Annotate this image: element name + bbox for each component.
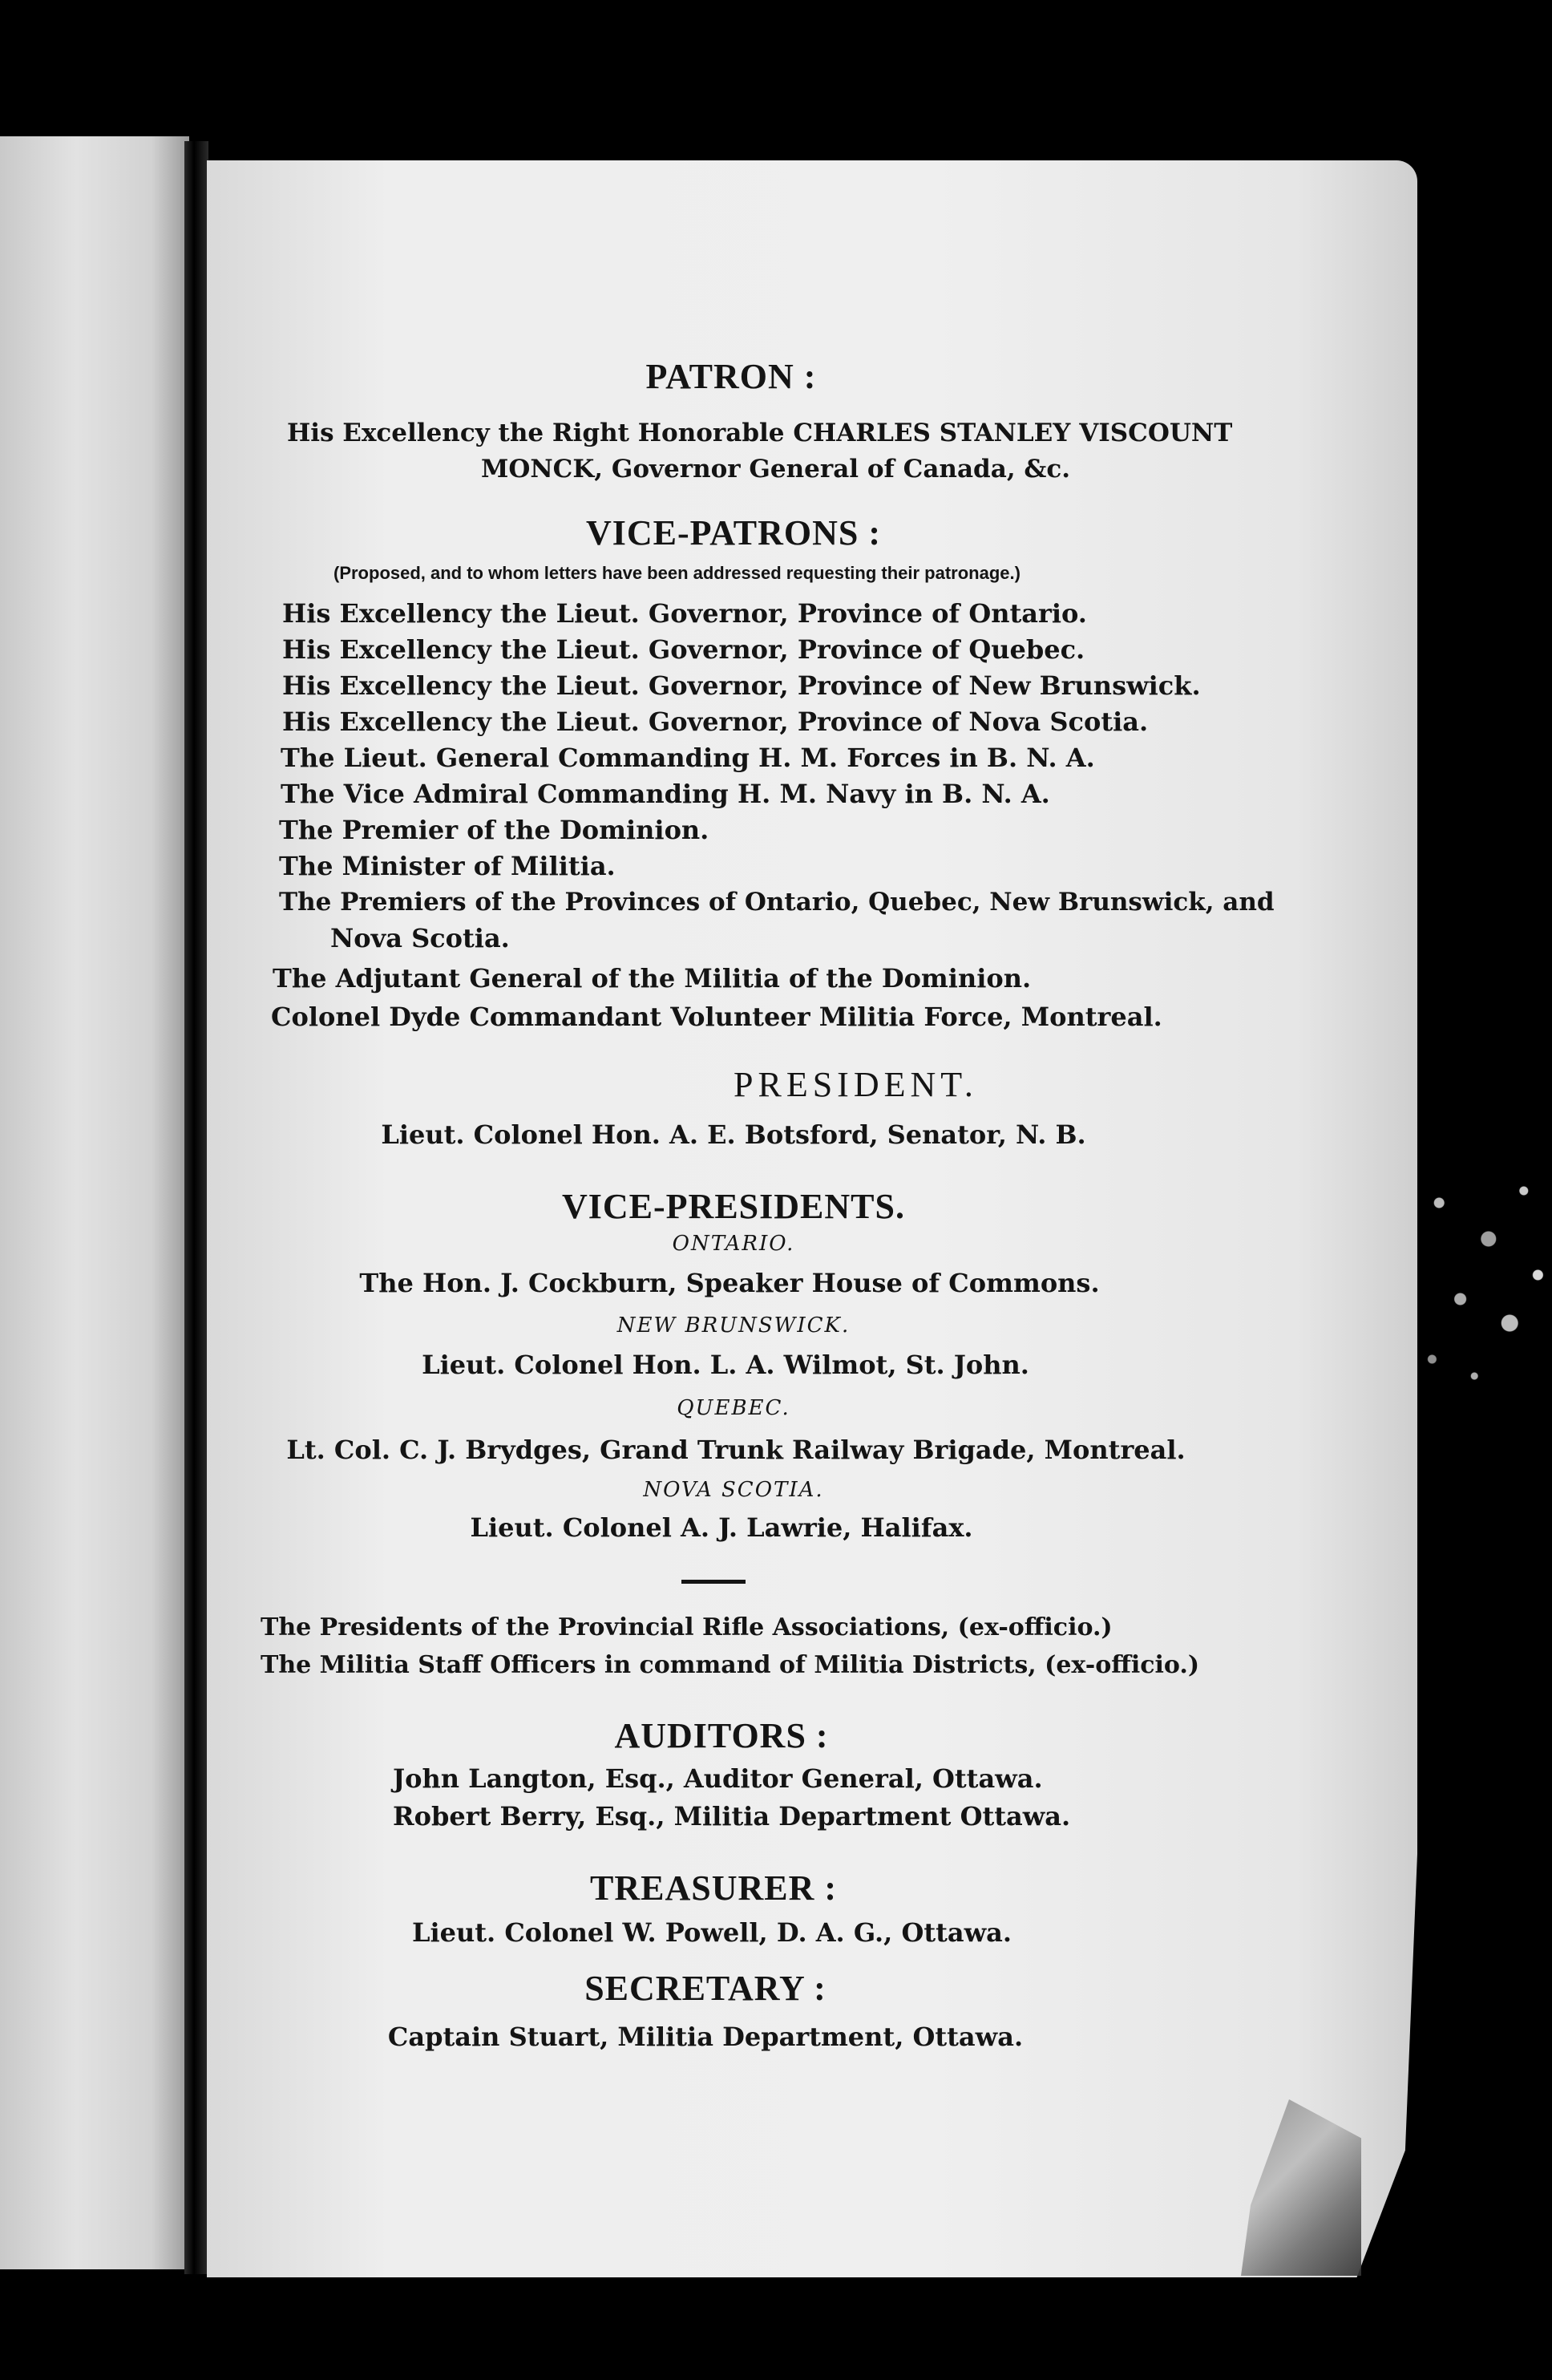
vice-patron-item: The Premiers of the Provinces of Ontario, Quebec, New Brunswick, and [279,888,1275,917]
province-nova-scotia: NOVA SCOTIA. [643,1478,824,1502]
province-ontario: ONTARIO. [672,1232,795,1256]
vice-presidents-heading: VICE-PRESIDENTS. [562,1187,905,1226]
vice-patron-item: His Excellency the Lieut. Governor, Province of New Brunswick. [282,670,1201,701]
vice-president-new-brunswick: Lieut. Colonel Hon. L. A. Wilmot, St. John. [422,1350,1029,1380]
vice-patrons-note: (Proposed, and to whom letters have been addressed requesting their patronage.) [333,563,1021,583]
vice-patron-item: His Excellency the Lieut. Governor, Province of Ontario. [282,598,1087,629]
treasurer-heading: TREASURER : [589,1868,838,1908]
ex-officio-item: The Militia Staff Officers in command of Militia Districts, (ex-officio.) [261,1651,1200,1679]
vice-patron-item: Nova Scotia. [330,923,510,953]
vice-patron-item: His Excellency the Lieut. Governor, Province of Quebec. [282,634,1085,665]
vice-president-nova-scotia: Lieut. Colonel A. J. Lawrie, Halifax. [470,1512,973,1543]
vice-patrons-heading: VICE-PATRONS : [585,513,882,552]
vice-patron-item: His Excellency the Lieut. Governor, Province of Nova Scotia. [282,706,1149,737]
vice-patron-item: Colonel Dyde Commandant Volunteer Militia Force, Montreal. [271,1002,1162,1032]
treasurer-name: Lieut. Colonel W. Powell, D. A. G., Ottawa. [411,1917,1012,1948]
president-heading: PRESIDENT. [734,1065,978,1104]
vice-patron-item: The Premier of the Dominion. [279,815,709,845]
ex-officio-item: The Presidents of the Provincial Rifle Associations, (ex-officio.) [261,1613,1113,1641]
patron-line-1: His Excellency the Right Honorable CHARLES STANLEY VISCOUNT [287,419,1233,447]
vice-patron-item: The Vice Admiral Commanding H. M. Navy in B. N. A. [281,779,1050,809]
auditor-item: John Langton, Esq., Auditor General, Ottawa. [393,1763,1043,1794]
province-new-brunswick: NEW BRUNSWICK. [616,1313,851,1338]
vice-patron-item: The Adjutant General of the Militia of the Dominion. [273,963,1032,994]
auditors-heading: AUDITORS : [614,1716,829,1755]
province-quebec: QUEBEC. [677,1396,790,1420]
secretary-name: Captain Stuart, Militia Department, Ottawa. [387,2022,1024,2052]
secretary-heading: SECRETARY : [584,1969,827,2008]
patron-heading: PATRON : [645,357,817,396]
auditor-item: Robert Berry, Esq., Militia Department Ottawa. [393,1801,1071,1832]
vice-president-quebec: Lt. Col. C. J. Brydges, Grand Trunk Railway Brigade, Montreal. [286,1435,1186,1465]
patron-line-2: MONCK, Governor General of Canada, &c. [481,455,1071,484]
section-divider [681,1580,746,1584]
vice-patron-item: The Lieut. General Commanding H. M. Forces in B. N. A. [281,743,1095,773]
vice-president-ontario: The Hon. J. Cockburn, Speaker House of Commons. [359,1268,1100,1298]
president-name: Lieut. Colonel Hon. A. E. Botsford, Senator, N. B. [381,1119,1086,1150]
vice-patron-item: The Minister of Militia. [279,851,616,881]
